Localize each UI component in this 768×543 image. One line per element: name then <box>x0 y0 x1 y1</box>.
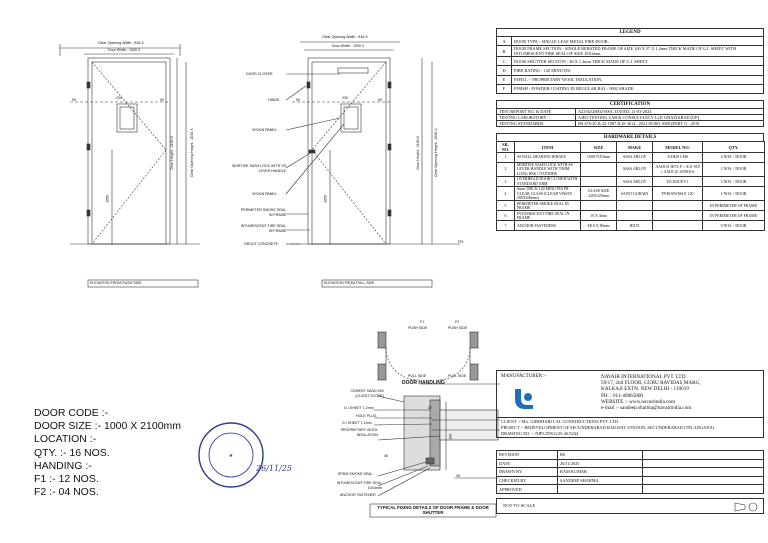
legend-text: FINISH - POWDER COATING IN REGULAR RAL : 9002 SHADE. <box>512 84 764 93</box>
fix-dim-46: 46 <box>384 454 388 458</box>
fix-label-wool: PROPRIETARY WOOL INSULATION <box>340 428 378 438</box>
hardware-header: MODEL NO. <box>653 142 703 153</box>
hardware-cell: ANCHOR FASTENERS <box>515 221 581 231</box>
callout-vision-panel-2: VISION PANEL <box>252 192 277 196</box>
hardware-cell: DC105UEV1 <box>653 177 703 187</box>
hardware-cell <box>581 201 617 211</box>
hardware-cell: SS BALL BEARING HINGES <box>515 153 581 163</box>
fix-label-cement: CEMENT SAND MIX (CLIENT SCOPE) <box>350 389 384 399</box>
hardware-header: QTY. <box>703 142 765 153</box>
handing-f2-label: F2 <box>455 320 460 324</box>
fix-label-intumescent: INTUMESCENT FIRE SEAL 10X4mm <box>336 481 382 491</box>
hardware-cell: 5 <box>497 201 515 211</box>
dim-1050: 1050 <box>105 194 110 203</box>
legend-text: FIRE RATING - 120 MINUTES. <box>512 66 764 75</box>
door-width-label-pull: Door Width : 1000 X <box>332 44 365 48</box>
signature-date: 26/11/25 <box>256 464 292 473</box>
elev-pull-caption: ELEVATION FROM PULL SIDE <box>324 281 375 285</box>
title-block-row <box>497 485 764 494</box>
hardware-cell: MORTISE SASH LOCK WITH SS LEVER HANDLE WITH 70MM LONG BSK CYLINDER <box>515 163 581 177</box>
callout-vision-panel: VISION PANEL <box>252 128 277 132</box>
project-line: PROJECT :- REDEVELOPMENT OF SECUNDERABAD RAILWAY STATION, SECUNDERABAD (TELANGANA). <box>501 424 716 430</box>
legend-row <box>497 66 764 75</box>
hardware-cell: 6mm THICK 120 MINUTES FR CLEAR GLASS (CLEAR VISION 200X200mm) <box>515 187 581 201</box>
scale-block <box>496 498 764 514</box>
hardware-cell: AAH101 8072-F + A31-018 + AADC16 35NKS-S <box>653 163 703 177</box>
hardware-cell: 1 <box>497 153 515 163</box>
company-address-2: KALKAJI EXTN. NEW DELHI - 110019 <box>601 386 689 393</box>
hardware-cell: PERIMETER SMOKE SEAL IN FRAME <box>515 201 581 211</box>
clear-opening-width-label: Clear Opening Width : 818 X <box>98 41 144 45</box>
hardware-cell <box>581 177 617 187</box>
hardware-cell <box>653 211 703 221</box>
callout-hinge: HINGE <box>268 98 280 102</box>
dim-230-pull: 230 <box>342 96 348 100</box>
certification-row <box>497 121 764 127</box>
title-block-row <box>497 459 764 468</box>
hardware-cell <box>581 163 617 177</box>
door-info <box>34 407 181 499</box>
hardware-cell: M10 X 80mm <box>581 221 617 231</box>
title-block-label: REVISION <box>497 451 558 460</box>
company-email: e-mail :- sandeep.sharma@navairindia.com <box>601 405 692 412</box>
callout-door-closer: DOOR CLOSER <box>246 72 273 76</box>
callout-fire-seal: INTUMESCENT FIRE SEAL IN FRAME <box>240 224 286 234</box>
door-size: DOOR SIZE :- 1000 X 2100mm <box>34 420 182 433</box>
hardware-cell: SAINT GOBAIN <box>617 187 653 201</box>
legend-row <box>497 46 764 57</box>
svg-text:★: ★ <box>228 453 234 459</box>
hardware-cell: ASSA ABLOY <box>617 163 653 177</box>
hardware-cell: 9 NOS. / DOOR <box>703 221 765 231</box>
drawing-number: DRAWING NO. :- NIPL/DWG/25-26/5244 <box>501 430 579 436</box>
hardware-cell: 7 <box>497 221 515 231</box>
hardware-cell: 6 <box>497 211 515 221</box>
title-block-row <box>497 468 764 477</box>
door-code: DOOR CODE :- <box>34 407 109 419</box>
callout-lock: MORTISE SASH LOCK WITH SS LEVER HANDLE <box>232 164 286 174</box>
manufacturer-block <box>496 370 764 418</box>
legend-section <box>496 28 764 94</box>
fix-dim-35: 35 <box>456 474 460 478</box>
company-address-1: 59/17, 2nd FLOOR, GURU RAVIDAS MARG, <box>601 380 701 387</box>
clear-opening-height-label-pull: Clear Opening Height : 2036 X <box>433 128 438 178</box>
title-block-label: CHECKED BY <box>497 476 558 485</box>
door-f1-qty: F1 :- 12 NOS. <box>34 473 99 486</box>
hardware-header: SR. NO. <box>497 142 515 153</box>
clear-opening-height-label: Clear Opening Height : 2036 X <box>189 128 194 178</box>
title-block-value: SANDEEP SHARMA <box>558 476 643 485</box>
hardware-cell: ASSA ABLOY <box>617 153 653 163</box>
title-block-blank <box>643 485 764 494</box>
dim-1050-pull: 1050 <box>323 194 328 203</box>
scale-note: NOT TO SCALE <box>503 503 536 508</box>
certification-title: CERTIFICATION <box>496 100 764 108</box>
title-block-value: R0 <box>558 451 643 460</box>
door-qty: QTY. :- 16 NOS. <box>34 446 110 459</box>
hardware-cell: HILTI <box>617 221 653 231</box>
fixing-caption: TYPICAL FIXING DETAILS OF DOOR FRAME & DOOR SHUTTER <box>377 505 489 516</box>
title-block-blank <box>643 468 764 477</box>
title-block-value: RAM KUMAR <box>558 468 643 477</box>
hardware-cell: 10 X 4mm <box>581 211 617 221</box>
fix-label-gi-2: G.I SHEET 1.2mm <box>342 421 372 425</box>
legend-title: LEGEND <box>496 28 764 36</box>
hardware-header: MAKE <box>617 142 653 153</box>
projection-symbol <box>733 501 761 513</box>
company-website: WEBSITE :- www.navairindia.com <box>601 398 675 405</box>
door-handing: HANDING :- <box>34 459 92 472</box>
hardware-row <box>497 187 765 201</box>
fix-label-gi-1: G.I SHEET 1.2mm <box>344 406 374 410</box>
fix-dim-100: 100 <box>448 433 453 440</box>
legend-text: INFILL :- PROPRIETARY WOOL INSULATION. <box>512 75 764 84</box>
hardware-header: ITEM <box>515 142 581 153</box>
title-block-blank <box>643 459 764 468</box>
hardware-row <box>497 163 765 177</box>
hardware-cell <box>617 201 653 211</box>
legend-row <box>497 37 764 46</box>
handing-f2-side: PUSH SIDE <box>448 326 468 330</box>
hardware-cell: 4 <box>497 187 515 201</box>
title-block-blank <box>643 451 764 460</box>
clear-opening-width-label-pull: Clear Opening Width : 818 X <box>322 35 368 39</box>
legend-text: DOOR TYPE - SINGLE LEAF METAL FIRE DOOR. <box>512 37 764 46</box>
certification-section <box>496 100 764 127</box>
legend-key: E <box>497 75 512 84</box>
company-phone: PH. : 011-46865000 <box>601 392 644 399</box>
title-block-label: APPROVED <box>497 485 558 494</box>
handing-f1-side: PUSH SIDE <box>408 326 428 330</box>
door-handling-title: DOOR HANDLING <box>402 380 445 386</box>
door-height-label: Door Height : 2100 X <box>170 135 175 170</box>
title-block-blank <box>643 476 764 485</box>
callout-smoke-seal: PERIMETER SMOKE SEAL IN FRAME <box>240 208 286 218</box>
hardware-cell: 1 NOS. / DOOR <box>703 177 765 187</box>
door-f2-qty: F2 :- 04 NOS. <box>34 486 99 499</box>
navair-logo <box>511 385 537 411</box>
elev-push-caption: ELEVATION FROM PUSH SIDE <box>90 281 142 285</box>
manufacturer-label: MANUFACTURER :- <box>501 374 547 379</box>
revision-table <box>496 450 764 494</box>
hardware-cell: 1 NOS. / DOOR <box>703 187 765 201</box>
hardware-row <box>497 211 765 221</box>
legend-text: DOOR SHUTTER SECTION - 46 X 1.2mm THICK MADE OF G.I. SHEET. <box>512 57 764 66</box>
title-block-row <box>497 476 764 485</box>
hardware-table <box>496 141 765 231</box>
project-block <box>496 418 764 438</box>
client-line: CLIENT :- M/s. GIRDHARI LAL CONSTRUCTIONS PVT. LTD. <box>501 419 620 424</box>
legend-row <box>497 84 764 93</box>
legend-text: DOOR FRAME SECTION - SINGLE REBATED FRAME OF SIZE 100 X 57 X 1.2mm THICK MADE OF G.I. SHEET WITH INTUMESCENT FIRE SEAL OF SIZE 10X4mm. <box>512 46 764 57</box>
hardware-title: HARDWARE DETAILS <box>496 133 764 141</box>
hardware-cell: 1 NOS. / DOOR <box>703 163 765 177</box>
hardware-cell: 100X75X3mm <box>581 153 617 163</box>
handing-f2-bottom: PULL SIDE <box>448 374 467 378</box>
hardware-row <box>497 221 765 231</box>
hardware-cell: AAH201-MS <box>653 153 703 163</box>
hardware-cell <box>653 201 703 211</box>
dim-90-pull: 90 <box>296 98 300 102</box>
handing-f1-label: F1 <box>420 320 425 324</box>
callout-grout: GROUT CONCRETE <box>244 242 279 246</box>
title-block-label: DATE <box>497 459 558 468</box>
door-width-label: Door Width : 1000 X <box>108 48 141 52</box>
hardware-cell: GLASS SIZE 230X320mm <box>581 187 617 201</box>
hardware-cell: 3 <box>497 177 515 187</box>
legend-key: F <box>497 84 512 93</box>
company-stamp <box>196 420 266 490</box>
legend-row <box>497 75 764 84</box>
hardware-cell: 2 <box>497 163 515 177</box>
title-block-label: DRAWN BY <box>497 468 558 477</box>
hardware-row <box>497 177 765 187</box>
legend-table <box>496 36 764 94</box>
fix-label-anchor: ANCHOR FASTENER <box>340 493 376 497</box>
dim-90-b: 90 <box>160 98 164 102</box>
title-block-value <box>558 485 643 494</box>
manufacturer-details <box>601 374 701 411</box>
title-block-value: 26/11/2025 <box>558 459 643 468</box>
title-block-row <box>497 451 764 460</box>
dim-90: 90 <box>72 98 76 102</box>
certification-value: AJEO TESTING LAB & CONSULTANCY LLP, GHAZIABAD (UP). <box>576 115 764 121</box>
certification-label: TEST REPORT NO. & DATE <box>497 109 576 115</box>
legend-key: B <box>497 46 512 57</box>
hardware-cell <box>653 221 703 231</box>
hardware-section <box>496 133 764 231</box>
fix-label-epdm: EPDM SMOKE SEAL <box>338 472 373 476</box>
fix-dim-57: 57 <box>428 406 432 410</box>
dim-230: 230 <box>116 96 122 100</box>
hardware-cell: IN PERIMETER OF FRAME <box>703 201 765 211</box>
legend-key: D <box>497 66 512 75</box>
ffl-label: FFL <box>458 240 465 244</box>
hardware-cell <box>617 211 653 221</box>
certification-label: TESTING STANDARDS <box>497 121 576 127</box>
legend-key: A <box>497 37 512 46</box>
door-height-label-pull: Door Height : 2100 X <box>416 135 421 170</box>
hardware-cell: INTUMESCENT FIRE SEAL IN FRAME <box>515 211 581 221</box>
hardware-cell: 4 NOS. / DOOR <box>703 153 765 163</box>
hardware-cell: PYROSWISS E 120 <box>653 187 703 201</box>
door-location: LOCATION :- <box>34 433 97 446</box>
fix-label-hole-plug: HOLE PLUG <box>356 414 377 418</box>
hardware-cell: IN PERIMETER OF FRAME <box>703 211 765 221</box>
dim-90-pull-b: 90 <box>378 98 382 102</box>
hardware-cell: OVERHEAD DOOR CLOSER WITH STANDARD ARM <box>515 177 581 187</box>
hardware-row <box>497 201 765 211</box>
hardware-cell: ASSA ABLOY <box>617 177 653 187</box>
certification-label: TESTING LABORATORY <box>497 115 576 121</box>
certification-table <box>496 108 764 127</box>
company-name: NAVAIR INTERNATIONAL PVT. LTD. <box>601 374 687 380</box>
handing-f1-bottom: PULL SIDE <box>408 374 427 378</box>
hardware-header: SIZE <box>581 142 617 153</box>
hardware-row <box>497 153 765 163</box>
certification-value: BS 476-20 & 22-1987 & IS 3614 : 2021 IS/ISO 3008 (PART 1) : 2019 <box>576 121 764 127</box>
certification-value: A23/02/20002-0001, DATED: 21-03-2023 <box>576 109 764 115</box>
legend-row <box>497 57 764 66</box>
legend-key: C <box>497 57 512 66</box>
